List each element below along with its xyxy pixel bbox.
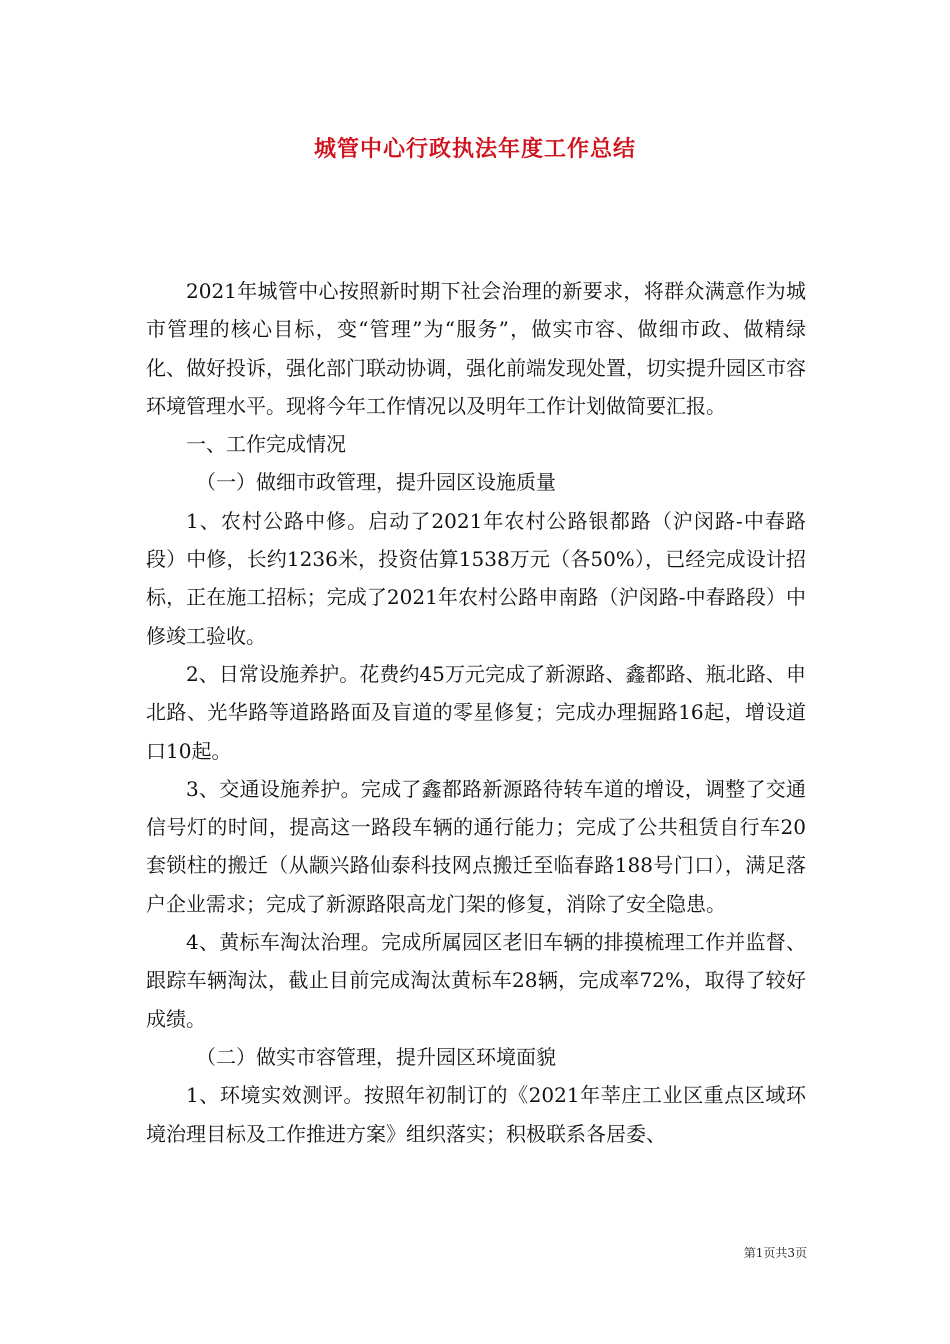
paragraph-item-4: 4、黄标车淘汰治理。完成所属园区老旧车辆的排摸梳理工作并监督、跟踪车辆淘汰，截止目前完成淘汰黄标车28辆，完成率72%，取得了较好成绩。: [146, 930, 806, 1031]
paragraph-item-2: 2、日常设施养护。花费约45万元完成了新源路、鑫都路、瓶北路、申北路、光华路等道路路面及盲道的零星修复；完成办理掘路16起，增设道口10起。: [146, 661, 806, 763]
paragraph-item-3: 3、交通设施养护。完成了鑫都路新源路待转车道的增设，调整了交通信号灯的时间，提高这一路段车辆的通行能力；完成了公共租赁自行车20套锁柱的搬迁（从颛兴路仙泰科技网点搬迁至临春路188号门口），满足落户企业需求；完成了新源路限高龙门架的修复，消除了安全隐患。: [146, 776, 806, 916]
subsection-heading-2: （二）做实市容管理，提升园区环境面貌: [196, 1044, 556, 1069]
paragraph-intro: 2021年城管中心按照新时期下社会治理的新要求，将群众满意作为城市管理的核心目标，变“管理”为“服务”，做实市容、做细市政、做精绿化、做好投诉，强化部门联动协调，强化前端发现处置，切实提升园区市容环境管理水平。现将今年工作情况以及明年工作计划做简要汇报。: [146, 279, 806, 418]
section-heading-1: 一、工作完成情况: [186, 432, 346, 457]
subsection-heading-1: （一）做细市政管理，提升园区设施质量: [196, 470, 556, 495]
page-number-label: 第1页共3页: [743, 1246, 807, 1260]
document-title: 城管中心行政执法年度工作总结: [313, 136, 636, 162]
paragraph-item-5: 1、环境实效测评。按照年初制订的《2021年莘庄工业区重点区域环境治理目标及工作推进方案》组织落实；积极联系各居委、: [146, 1083, 806, 1146]
document-body: [146, 272, 806, 1153]
page-number-footer: [0, 1244, 807, 1261]
paragraph-item-1: 1、农村公路中修。启动了2021年农村公路银都路（沪闵路-中春路段）中修，长约1236米，投资估算1538万元（各50%），已经完成设计招标，正在施工招标；完成了2021年农村公路申南路（沪闵路-中春路段）中修竣工验收。: [146, 508, 806, 648]
